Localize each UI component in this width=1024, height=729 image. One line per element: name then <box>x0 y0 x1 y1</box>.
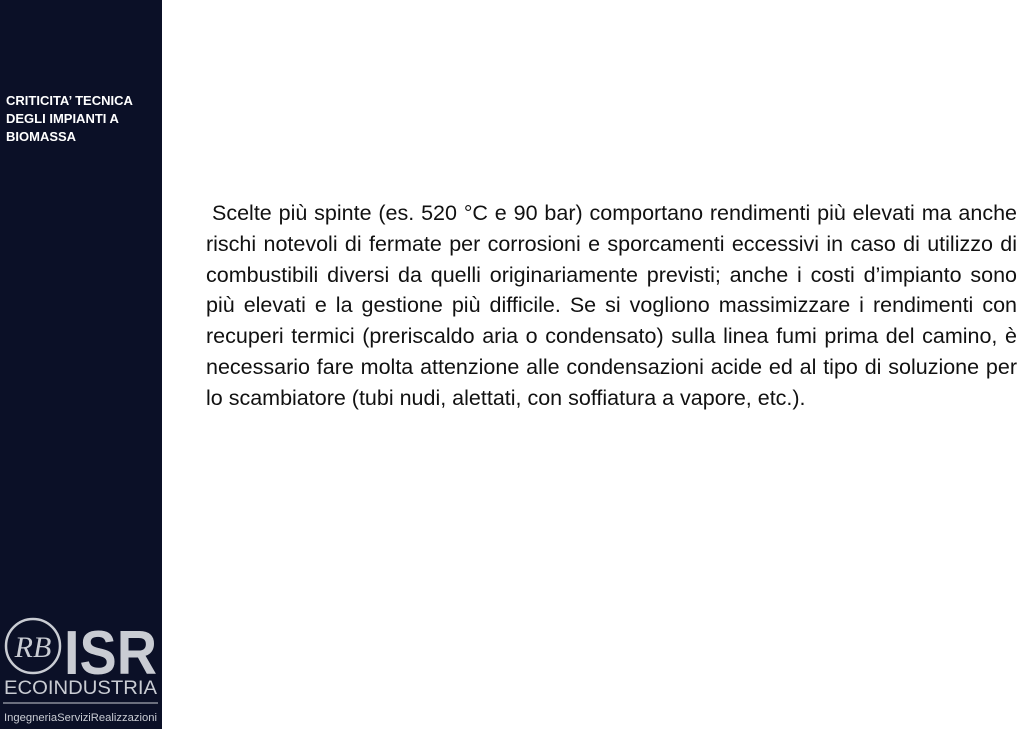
body-paragraph: Scelte più spinte (es. 520 °C e 90 bar) comportano rendimenti più elevati ma anche rischi notevoli di fermate per corrosioni e sporcamenti eccessivi in caso di utilizzo di combustibili diversi da quelli originariamente previsti; anche i costi d’impianto sono più elevati e la gestione più difficile. Se si vogliono massimizzare i rendimenti con recuperi termici (preriscaldo aria o condensato) sulla linea fumi prima del camino, è necessario fare molta attenzione alle condensazioni acide ed al tipo di soluzione per lo scambiatore (tubi nudi, alettati, con soffiatura a vapore, etc.). <box>206 201 1017 410</box>
section-title: CRITICITA’ TECNICA DEGLI IMPIANTI A BIOMASSA <box>6 93 133 144</box>
monogram-emblem <box>6 619 60 673</box>
logo-company: ECOINDUSTRIA <box>4 678 158 699</box>
logo-tagline: IngegneriaServiziRealizzazioni <box>4 712 157 724</box>
logo-monogram: RB <box>14 631 52 664</box>
isr-ecoindustria-logo <box>0 612 162 729</box>
logo-brand: ISR <box>64 619 157 688</box>
sidebar <box>0 0 162 729</box>
